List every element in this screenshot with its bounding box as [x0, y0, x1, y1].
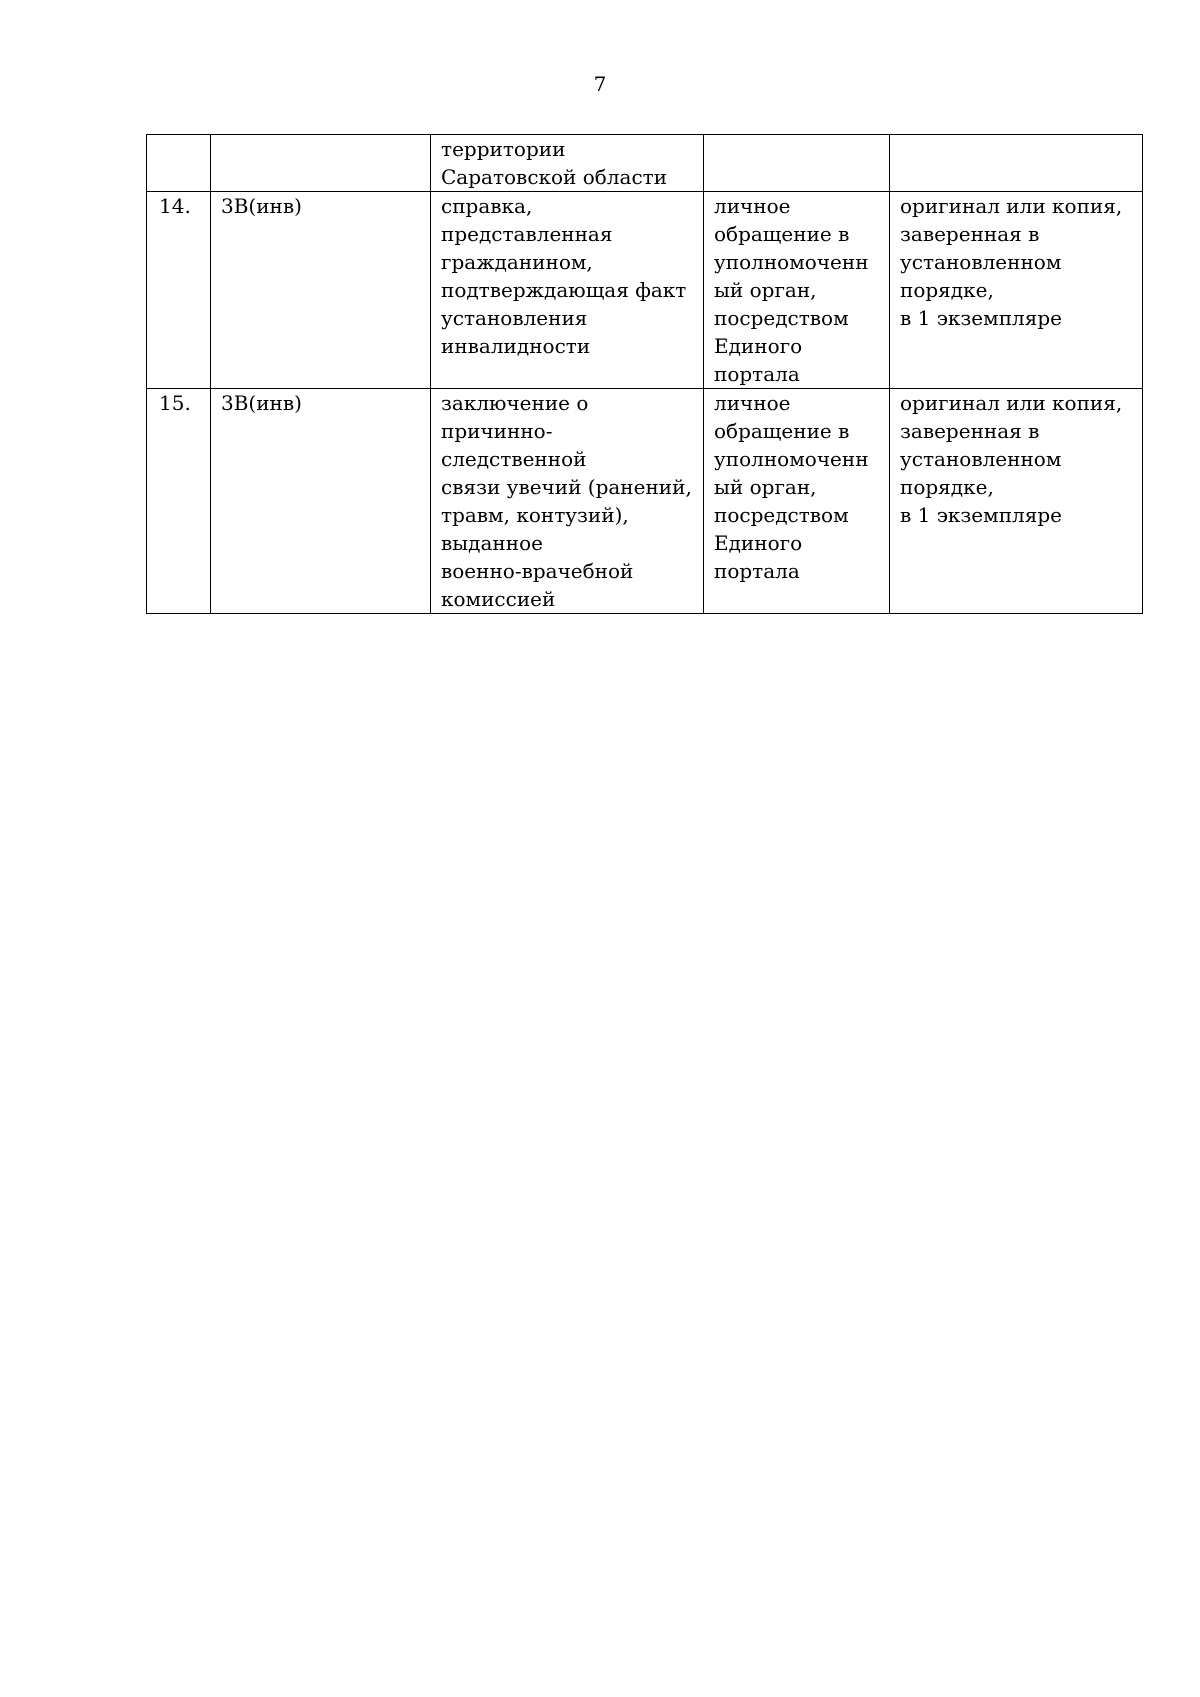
document-name-cell: территории Саратовской области [431, 135, 704, 192]
document-form-cell: оригинал или копия, заверенная в установленном порядке, в 1 экземпляре [890, 389, 1143, 614]
document-form-cell: оригинал или копия, заверенная в установленном порядке, в 1 экземпляре [890, 192, 1143, 389]
document-name-cell: справка, представленная гражданином, подтверждающая факт установления инвалидности [431, 192, 704, 389]
row-number-cell: 14. [147, 192, 211, 389]
row-number-cell: 15. [147, 389, 211, 614]
category-code-cell: 3В(инв) [211, 192, 431, 389]
submission-method-cell: личное обращение в уполномоченн ый орган, посредством Единого портала [704, 389, 890, 614]
table-row [147, 135, 1143, 192]
category-code-cell [211, 135, 431, 192]
submission-method-cell: личное обращение в уполномоченн ый орган, посредством Единого портала [704, 192, 890, 389]
page-number: 7 [593, 72, 607, 96]
document-name-cell: заключение о причинно-следственной связи увечий (ранений, травм, контузий), выданное военно-врачебной комиссией [431, 389, 704, 614]
submission-method-cell [704, 135, 890, 192]
table-row [147, 389, 1143, 614]
category-code-cell: 3В(инв) [211, 389, 431, 614]
document-form-cell [890, 135, 1143, 192]
documents-table [146, 134, 1143, 614]
row-number-cell [147, 135, 211, 192]
table-row [147, 192, 1143, 389]
